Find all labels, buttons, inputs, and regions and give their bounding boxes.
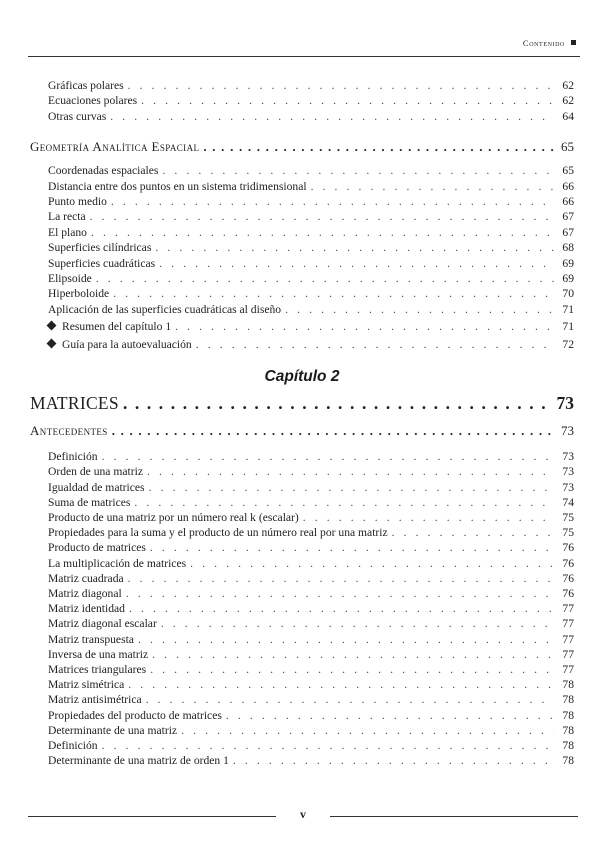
toc-entry[interactable]: [30, 586, 574, 601]
toc-entry-label: Producto de matrices: [48, 541, 146, 555]
toc-entry-label: Resumen del capítulo 1: [62, 320, 172, 334]
dot-leader: [392, 525, 554, 540]
toc-entry[interactable]: [30, 723, 574, 738]
dot-leader: [123, 392, 548, 414]
dot-leader: [149, 480, 554, 495]
toc-entry[interactable]: [30, 163, 574, 178]
toc-entry[interactable]: [30, 692, 574, 707]
dot-leader: [110, 109, 554, 124]
toc-entry-label: Matriz simétrica: [48, 678, 125, 692]
toc-entry-page: 73: [562, 480, 574, 494]
dot-leader: [146, 692, 554, 707]
section-title: Antecedentes: [30, 423, 108, 439]
toc-entry[interactable]: [30, 78, 574, 93]
dot-leader: [162, 163, 554, 178]
toc-entry-page: 75: [562, 526, 574, 540]
dot-leader: [113, 286, 554, 301]
dot-leader: [134, 495, 554, 510]
toc-entry[interactable]: [30, 738, 574, 753]
toc-entry-page: 77: [562, 632, 574, 646]
toc-entry-label: Propiedades para la suma y el producto de un número real por una matriz: [48, 526, 388, 540]
toc-bullet-entry[interactable]: [30, 337, 574, 352]
toc-entry-page: 69: [562, 272, 574, 286]
dot-leader: [138, 632, 554, 647]
toc-entry[interactable]: [30, 632, 574, 647]
dot-leader: [311, 179, 554, 194]
toc-entry[interactable]: [30, 556, 574, 571]
toc-entry-label: Guía para la autoevaluación: [62, 337, 192, 351]
dot-leader: [161, 616, 554, 631]
toc-entry-label: Ecuaciones polares: [48, 94, 138, 108]
toc-entry-page: 77: [562, 647, 574, 661]
intro-items: [30, 78, 574, 124]
geometria-items: [30, 163, 574, 317]
diamond-bullet-icon: [47, 338, 57, 348]
dot-leader: [102, 449, 554, 464]
toc-entry-page: 78: [562, 693, 574, 707]
toc-entry-page: 70: [562, 287, 574, 301]
toc-entry-label: Matriz antisimétrica: [48, 693, 142, 707]
section-antecedentes[interactable]: [30, 422, 574, 439]
toc-entry[interactable]: [30, 240, 574, 255]
toc-entry-label: Matriz diagonal: [48, 586, 122, 600]
diamond-bullet-icon: [47, 321, 57, 331]
toc-entry-label: Producto de una matriz por un número real k (escalar): [48, 510, 299, 524]
toc-entry-page: 76: [562, 586, 574, 600]
dot-leader: [150, 540, 554, 555]
dot-leader: [111, 194, 554, 209]
toc-entry[interactable]: [30, 616, 574, 631]
dot-leader: [175, 319, 554, 334]
toc-entry-label: Matrices triangulares: [48, 662, 147, 676]
section-page: 73: [561, 423, 574, 439]
toc-entry[interactable]: [30, 510, 574, 525]
toc-entry-page: 62: [562, 79, 574, 92]
toc-entry-page: 74: [562, 495, 574, 509]
section-geometria[interactable]: [30, 138, 574, 155]
toc-entry-label: Punto medio: [48, 195, 107, 209]
toc-entry[interactable]: [30, 109, 574, 124]
toc-entry-label: Definición: [48, 450, 98, 464]
toc-entry-page: 67: [562, 210, 574, 224]
dot-leader: [233, 753, 554, 768]
toc-entry-page: 72: [562, 337, 574, 351]
toc-entry[interactable]: [30, 708, 574, 723]
toc-entry[interactable]: [30, 256, 574, 271]
toc-entry-page: 71: [562, 320, 574, 334]
toc-entry[interactable]: [30, 286, 574, 301]
running-head: [523, 38, 576, 48]
dot-leader: [155, 240, 554, 255]
toc-entry[interactable]: [30, 194, 574, 209]
dot-leader: [150, 662, 554, 677]
chapter-title-entry[interactable]: [30, 392, 574, 414]
dot-leader: [91, 225, 554, 240]
toc-entry-label: Aplicación de las superficies cuadráticas al diseño: [48, 302, 282, 316]
bullet-label-wrap: [48, 319, 171, 334]
dot-leader: [190, 556, 554, 571]
dot-leader: [203, 138, 554, 155]
toc-entry[interactable]: [30, 449, 574, 464]
toc-entry[interactable]: [30, 677, 574, 692]
toc-entry-page: 77: [562, 602, 574, 616]
dot-leader: [303, 510, 554, 525]
toc-entry[interactable]: [30, 525, 574, 540]
dot-leader: [128, 677, 554, 692]
toc-entry-label: Inversa de una matriz: [48, 647, 149, 661]
toc-entry-page: 73: [562, 450, 574, 464]
toc-entry-label: Gráficas polares: [48, 79, 124, 92]
toc-entry-page: 77: [562, 617, 574, 631]
toc-entry-label: Matriz cuadrada: [48, 571, 124, 585]
dot-leader: [285, 302, 554, 317]
toc-entry-page: 73: [562, 465, 574, 479]
toc-entry[interactable]: [30, 571, 574, 586]
dot-leader: [128, 78, 554, 93]
dot-leader: [226, 708, 554, 723]
toc-entry-label: Matriz diagonal escalar: [48, 617, 157, 631]
dot-leader: [147, 464, 554, 479]
toc-entry-page: 77: [562, 662, 574, 676]
toc-entry-label: La multiplicación de matrices: [48, 556, 187, 570]
toc-entry-label: Determinante de una matriz de orden 1: [48, 754, 229, 768]
toc-entry-page: 76: [562, 556, 574, 570]
chapter2-items: [30, 449, 574, 768]
chapter-title: MATRICES: [30, 393, 119, 414]
toc-entry-page: 71: [562, 302, 574, 316]
dot-leader: [128, 571, 554, 586]
page-footer: [28, 807, 578, 823]
toc-entry-label: Suma de matrices: [48, 495, 131, 509]
toc-entry-page: 78: [562, 708, 574, 722]
toc-entry-page: 62: [562, 94, 574, 108]
toc-entry[interactable]: [30, 464, 574, 479]
toc-entry-label: Matriz identidad: [48, 602, 125, 616]
chapter-heading: Capítulo 2: [264, 368, 340, 386]
toc-entry-page: 76: [562, 541, 574, 555]
toc-entry-label: Coordenadas espaciales: [48, 164, 159, 178]
toc-entry-label: Igualdad de matrices: [48, 480, 145, 494]
dot-leader: [196, 337, 554, 352]
toc-entry-page: 76: [562, 571, 574, 585]
toc-entry[interactable]: [30, 225, 574, 240]
dot-leader: [159, 256, 554, 271]
dot-leader: [90, 209, 554, 224]
toc-entry-page: 78: [562, 738, 574, 752]
toc-entry-label: Hiperboloide: [48, 287, 110, 301]
toc-entry-page: 78: [562, 678, 574, 692]
section-page: 65: [561, 139, 574, 155]
toc-entry[interactable]: [30, 271, 574, 286]
toc-entry-label: Determinante de una matriz: [48, 723, 178, 737]
toc-entry-label: Superficies cilíndricas: [48, 241, 152, 255]
toc-entry[interactable]: [30, 302, 574, 317]
toc-entry[interactable]: [30, 480, 574, 495]
toc-entry[interactable]: [30, 753, 574, 768]
running-head-text: Contenido: [522, 38, 565, 48]
toc-entry-page: 64: [562, 109, 574, 123]
toc-entry-label: Propiedades del producto de matrices: [48, 708, 222, 722]
toc-entry-page: 65: [562, 164, 574, 178]
toc-entry-label: Distancia entre dos puntos en un sistema tridimensional: [48, 179, 307, 193]
section-title: Geometría Analítica Espacial: [30, 139, 200, 155]
toc-entry[interactable]: [30, 179, 574, 194]
dot-leader: [152, 647, 554, 662]
chapter-page: 73: [556, 393, 574, 414]
toc-entry-label: Otras curvas: [48, 109, 107, 123]
dot-leader: [129, 601, 554, 616]
toc-entry-label: Definición: [48, 738, 98, 752]
toc-bullet-entry[interactable]: [30, 319, 574, 334]
toc-entry-label: Matriz transpuesta: [48, 632, 134, 646]
toc-entry-page: 78: [562, 754, 574, 768]
toc-entry-label: Superficies cuadráticas: [48, 256, 156, 270]
toc-entry[interactable]: [30, 647, 574, 662]
dot-leader: [141, 93, 554, 108]
toc-entry-page: 67: [562, 225, 574, 239]
dot-leader: [126, 586, 554, 601]
top-rule: [28, 56, 580, 57]
dot-leader: [112, 422, 554, 439]
toc-entry-page: 75: [562, 510, 574, 524]
toc-entry[interactable]: [30, 540, 574, 555]
page-number: v: [300, 807, 306, 821]
toc-entry-page: 78: [562, 723, 574, 737]
toc-entry-label: Elipsoide: [48, 272, 92, 286]
toc-entry-page: 66: [562, 179, 574, 193]
toc-entry-page: 68: [562, 241, 574, 255]
toc-entry-page: 66: [562, 195, 574, 209]
toc-entry-page: 69: [562, 256, 574, 270]
toc-entry[interactable]: [30, 209, 574, 224]
dot-leader: [181, 723, 554, 738]
toc-entry[interactable]: [30, 601, 574, 616]
toc-entry-label: La recta: [48, 210, 86, 224]
dot-leader: [102, 738, 554, 753]
toc-entry-label: Orden de una matriz: [48, 465, 143, 479]
square-bullet-icon: [571, 40, 576, 45]
bullet-label-wrap: [48, 337, 192, 352]
table-of-contents: [30, 78, 574, 768]
toc-entry[interactable]: [30, 662, 574, 677]
toc-entry-label: El plano: [48, 225, 87, 239]
toc-entry[interactable]: [30, 93, 574, 108]
footer-rule-right: [330, 816, 578, 817]
toc-entry[interactable]: [30, 495, 574, 510]
dot-leader: [96, 271, 554, 286]
